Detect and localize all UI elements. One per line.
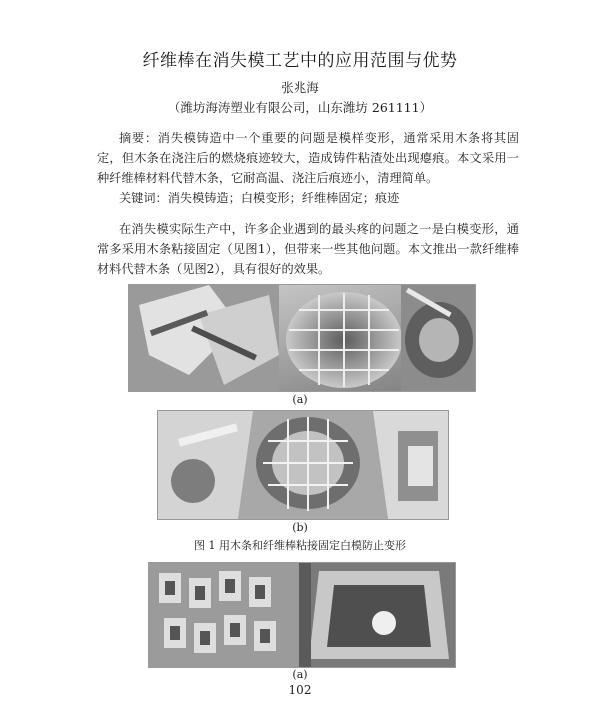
paper-title: 纤维棒在消失模工艺中的应用范围与优势 (142, 51, 458, 71)
keywords-line (119, 188, 519, 208)
keywords-text: 消失模铸造；白模变形；纤维棒固定；痕迹 (167, 191, 400, 205)
body-paragraph: 在消失模实际生产中，许多企业遇到的最头疼的问题之一是白模变形，通常多采用木条粘接固定（见图1），但带来一些其他问题。本文推出一款纤维棒材料代替木条（见图2），具有很好的效果。 (97, 222, 519, 276)
abstract-label: 摘要： (119, 131, 158, 145)
figure-1b-caption: (b) (292, 521, 308, 534)
abstract-text: 消失模铸造中一个重要的问题是模样变形，通常采用木条将其固定，但木条在浇注后的燃烧痕迹较大，造成铸件粘渣处出现瘪痕。本文采用一种纤维棒材料代替木条，它耐高温、浇注后痕迹小，清理简单。 (97, 131, 519, 185)
figure-2a-caption: (a) (292, 668, 308, 681)
author-affiliation: （潍坊海涛塑业有限公司，山东潍坊 261111） (167, 100, 433, 115)
figure-1a-caption: (a) (292, 393, 308, 406)
page-number: 102 (288, 683, 312, 697)
figure-1a-photo (128, 284, 476, 392)
figure-1b-photo (157, 410, 449, 520)
author-name: 张兆海 (281, 80, 319, 95)
keywords-label: 关键词： (119, 191, 168, 205)
figure-1-caption: 图 1 用木条和纤维棒粘接固定白模防止变形 (194, 539, 406, 552)
abstract-paragraph (97, 128, 519, 188)
figure-2a-photo (148, 562, 456, 668)
